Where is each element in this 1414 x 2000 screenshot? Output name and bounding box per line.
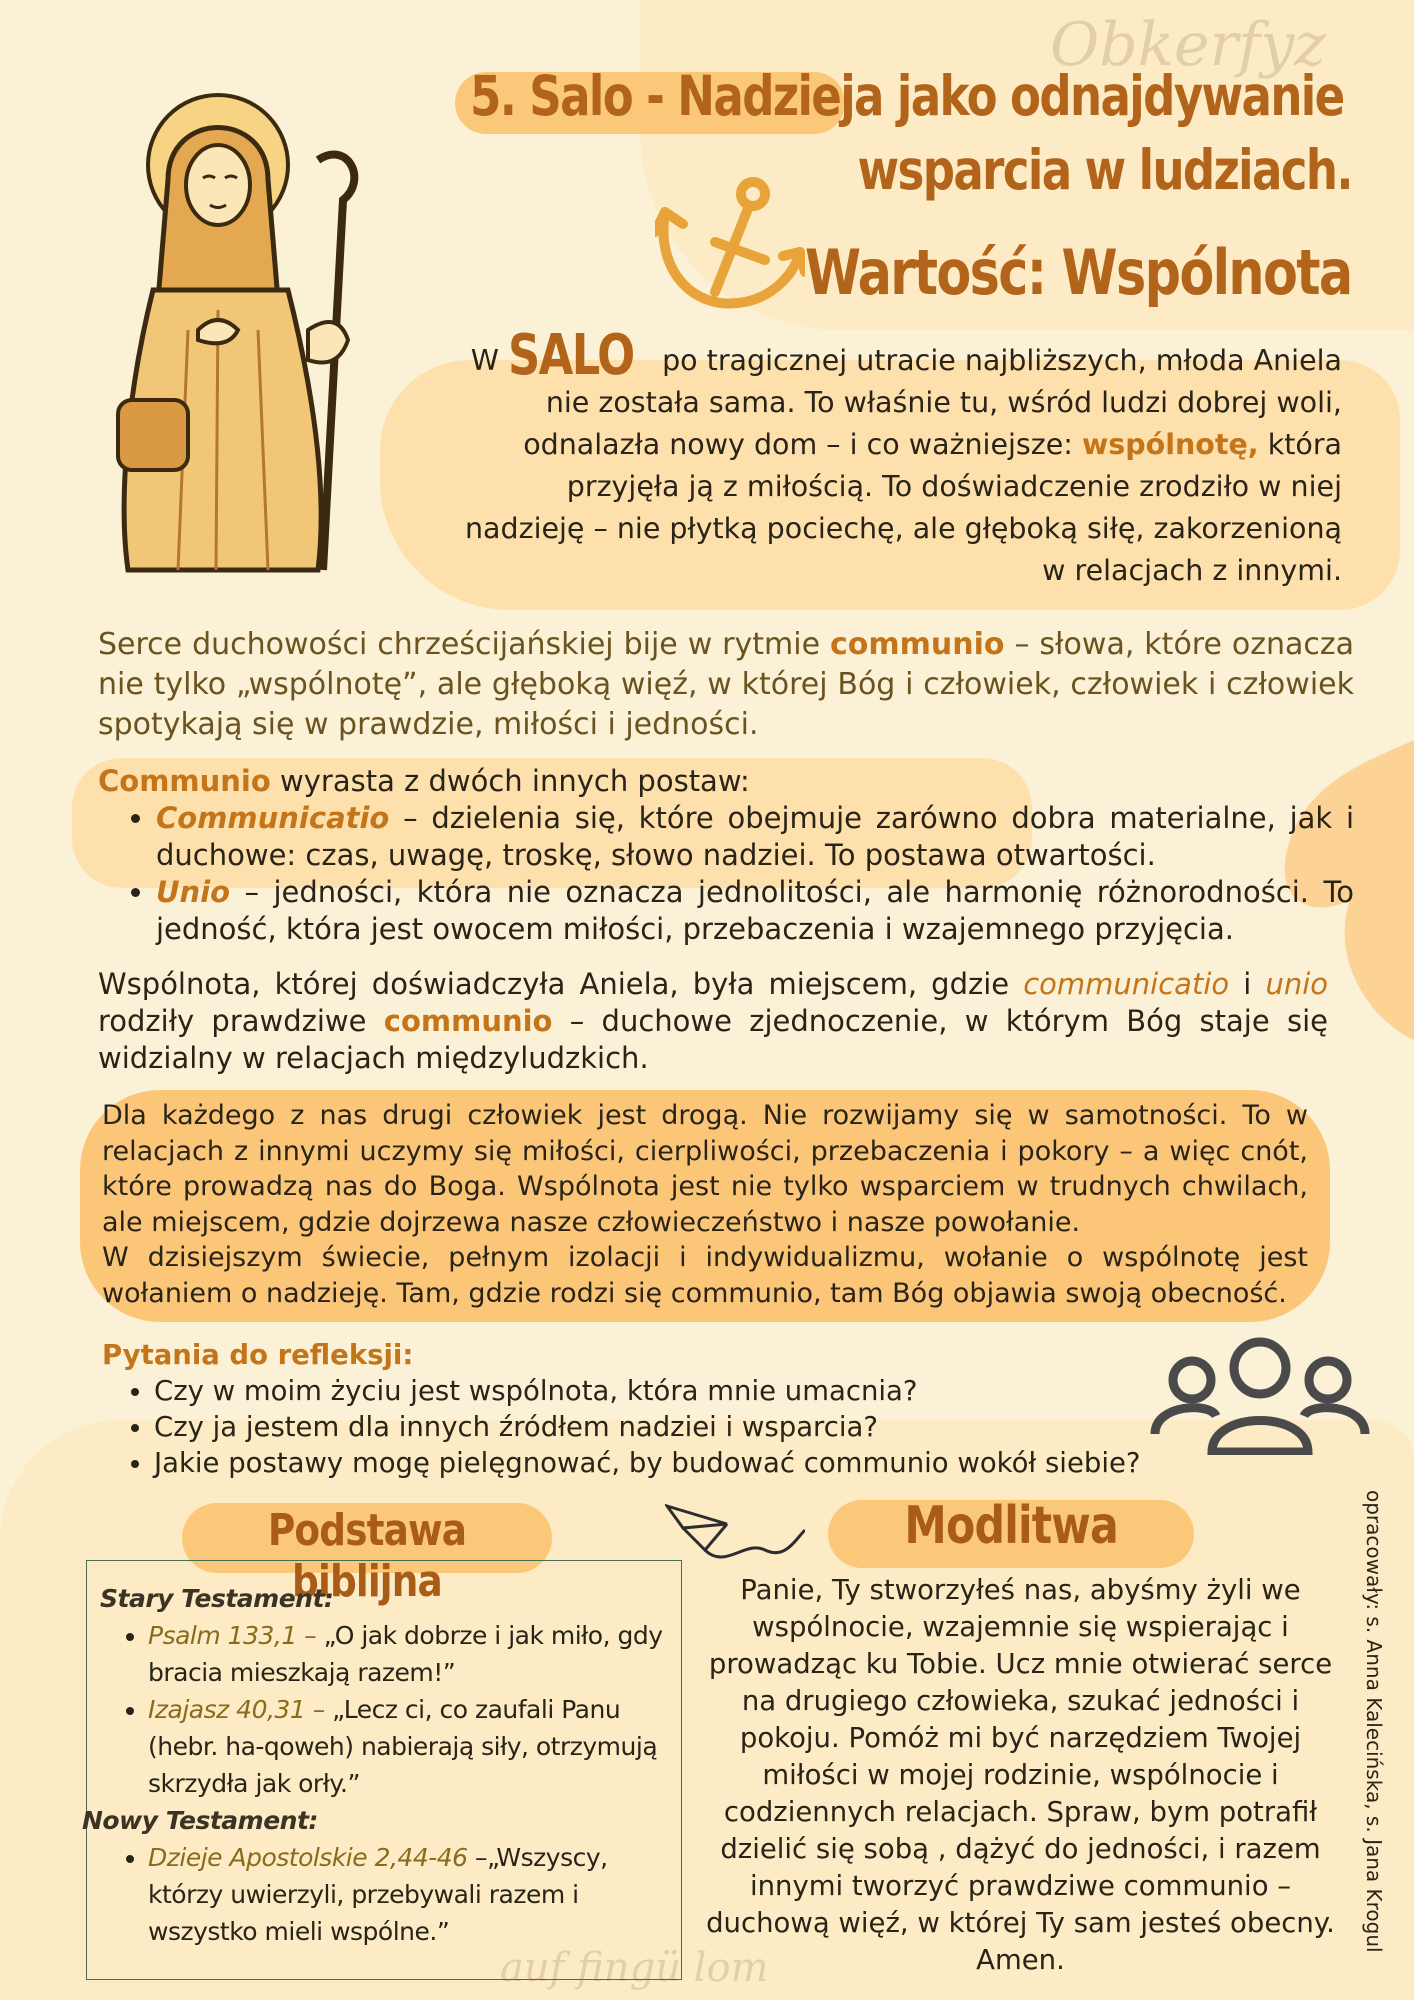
aniela-paragraph xyxy=(98,966,1328,1077)
list-item-text: – dzielenia się, które obejmuje zarówno dobra materialne, jak i duchowe: czas, uwagę, troskę, słowo nadziei. To postawa otwartości. xyxy=(156,801,1354,872)
people-group-icon xyxy=(1150,1330,1370,1455)
communio-lead-word: Communio xyxy=(98,764,271,798)
heart-text2: – słowa, które oznacza nie tylko „wspólnotę”, ale głęboką więź, w której Bóg i człowiek, człowiek i człowiek spotykają się w prawdzie, miłości i jedności. xyxy=(98,627,1354,742)
question-item: • Czy w moim życiu jest wspólnota, która mnie umacnia? xyxy=(154,1373,1282,1409)
heart-text1: Serce duchowości chrześcijańskiej bije w rytmie xyxy=(98,627,830,662)
communio-lead-rest: wyrasta z dwóch innych postaw: xyxy=(270,764,750,798)
value-heading: Wartość: Wspólnota xyxy=(805,236,1352,309)
list-item-text: – jedności, która nie oznacza jednolitości, ale harmonię różnorodności. To jedność, która jest owocem miłości, przebaczenia i wzajemnego przyjęcia. xyxy=(156,875,1354,946)
reflection-p1: Dla każdego z nas drugi człowiek jest drogą. Nie rozwijamy się w samotności. To w relacjach z innymi uczymy się miłości, cierpliwości, przebaczenia i pokory – a więc cnót, które prowadzą nas do Boga. Wspólnota jest nie tylko wsparciem w trudnych chwilach, ale miejscem, gdzie dojrzewa nasze człowieczeństwo i nasze powołanie. xyxy=(102,1100,1308,1238)
reflection-p2: W dzisiejszym świecie, pełnym izolacji i indywidualizmu, wołanie o wspólnotę jest wołaniem o nadzieję. Tam, gdzie rodzi się communio, tam Bóg objawia swoją obecność. xyxy=(102,1242,1308,1309)
old-testament-list xyxy=(100,1617,685,1802)
aniela-term1: communicatio xyxy=(1023,967,1230,1001)
verse-ref: Izajasz 40,31 – xyxy=(148,1695,325,1724)
aniela-term2: unio xyxy=(1265,967,1328,1001)
aniela-text1: Wspólnota, której doświadczyła Aniela, była miejscem, gdzie xyxy=(98,967,1024,1001)
bg-handwriting-bottom: auf fingü lom xyxy=(500,1945,769,1991)
anchor-icon xyxy=(655,172,805,322)
aniela-mid: i xyxy=(1229,967,1266,1001)
new-testament-list xyxy=(100,1839,685,1950)
new-testament-label: Nowy Testament: xyxy=(82,1806,318,1835)
heart-communio: communio xyxy=(829,627,1005,662)
list-item xyxy=(156,800,1354,874)
verse-text: „Lecz ci, co zaufali Panu (hebr. ha-qoweh) nabierają siły, otrzymują skrzydła jak orły.” xyxy=(148,1695,658,1798)
intro-paragraph xyxy=(442,323,1342,592)
term-unio: Unio xyxy=(156,875,231,909)
intro-text1: po tragicznej utracie najbliższych, młoda Aniela nie została sama. To właśnie tu, wśród ludzi dobrej woli, odnalazła nowy dom – i co ważniejsze: xyxy=(523,344,1342,461)
verse-text: „O jak dobrze i jak miło, gdy bracia mieszkają razem!” xyxy=(148,1621,663,1687)
communio-lead xyxy=(98,763,1354,800)
term-communicatio: Communicatio xyxy=(156,801,390,835)
questions-title: Pytania do refleksji: xyxy=(102,1339,414,1371)
intro-text2: która przyjęła ją z miłością. To doświadczenie zrodziło w niej nadzieję – nie płytką pociechę, ale głęboką siłę, zakorzenioną w relacjach z innymi. xyxy=(464,428,1342,587)
communio-block xyxy=(98,763,1354,948)
heart-paragraph xyxy=(98,625,1354,745)
prayer-heading xyxy=(828,1496,1194,1556)
questions-list xyxy=(102,1373,1282,1481)
question-item: • Jakie postawy mogę pielęgnować, by budować communio wokół siebie? xyxy=(154,1445,1282,1481)
verse-ref: Dzieje Apostolskie 2,44-46 xyxy=(148,1843,468,1872)
list-item xyxy=(148,1617,685,1691)
aniela-text2: rodziły prawdziwe xyxy=(98,1004,384,1038)
bible-content xyxy=(82,1580,685,1950)
aniela-term3: communio xyxy=(383,1004,553,1038)
prayer-heading-text: Modlitwa xyxy=(904,1496,1118,1556)
aniela-text3: – duchowe zjednoczenie, w którym Bóg staje się widzialny w relacjach międzyludzkich. xyxy=(98,1004,1329,1075)
intro-prefix: W xyxy=(470,344,499,377)
salo-word: SALO xyxy=(508,323,634,388)
list-item xyxy=(148,1839,685,1950)
paper-plane-icon xyxy=(665,1500,805,1570)
old-testament-label: Stary Testament: xyxy=(100,1584,334,1613)
reflection-paragraph xyxy=(102,1098,1308,1311)
bible-heading-text: Podstawa biblijna xyxy=(267,1505,467,1607)
list-item xyxy=(156,874,1354,948)
verse-text: –„Wszyscy, którzy uwierzyli, przebywali razem i wszystko mieli wspólne.” xyxy=(148,1843,608,1946)
author-credit: opracowały: s. Anna Kalecińska, s. Jana Krogul xyxy=(1362,1490,1386,1953)
intro-highlight: wspólnotę, xyxy=(1081,428,1259,461)
question-item: • Czy ja jestem dla innych źródłem nadziei i wsparcia? xyxy=(154,1409,1282,1445)
bg-handwriting-top: Obkerfyz xyxy=(1050,10,1326,80)
page-title-line2: wsparcia w ludziach. xyxy=(857,138,1352,202)
questions-section xyxy=(102,1337,1282,1481)
list-item xyxy=(148,1691,685,1802)
page-title-line1: 5. Salo - Nadzieja jako odnajdywanie xyxy=(470,64,1344,128)
verse-ref: Psalm 133,1 – xyxy=(148,1621,317,1650)
communio-list xyxy=(98,800,1354,948)
prayer-text: Panie, Ty stworzyłeś nas, abyśmy żyli we wspólnocie, wzajemnie się wspierając i prowadząc ku Tobie. Ucz mnie otwierać serce na drugiego człowieka, szukać jedności i pokoju. Pomóż mi być narzędziem Twojej miłości w mojej rodzinie, wspólnocie i codziennych relacjach. Spraw, bym potrafił dzielić się sobą , dążyć do jedności, i razem innymi tworzyć prawdziwe communio – duchową więź, w której Ty sam jesteś obecny. Amen. xyxy=(706,1574,1335,1976)
saint-illustration xyxy=(98,70,368,590)
